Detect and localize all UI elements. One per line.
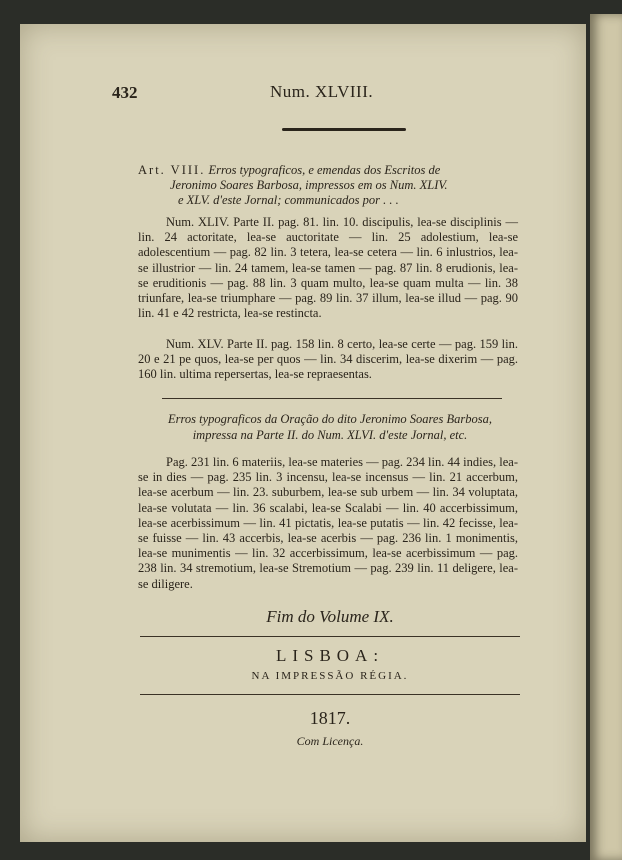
errata-paragraph-xlv [138,337,518,383]
adjacent-page-edge [590,14,622,860]
imprint-press: NA IMPRESSÃO RÉGIA. [251,670,409,682]
imprint-rule-bottom [140,694,520,695]
errata-text-xlv: Num. XLV. Parte II. pag. 158 lin. 8 certo, lea-se certe — pag. 159 lin. 20 e 21 pe quos, lea-se per quos — lin. 34 discerim, lea-se dixerim — pag. 160 lin. ultima repersertas, lea-se repraesentas. [138,337,518,382]
imprint-license: Com Licença. [296,734,364,748]
article-title-line-3: e XLV. d'este Jornal; communicados por . . . [178,193,399,208]
imprint-city: LISBOA: [275,646,385,665]
errata-text-xliv: Num. XLIV. Parte II. pag. 81. lin. 10. discipulis, lea-se disciplinis — lin. 24 actoritate, lea-se auctoritate — lin. 25 adolestium, lea-se adolescentium — pag. 82 lin. 3 tetera, lea-se cetera — lin. 6 inlustrios, lea-se illustrior — lin. 24 tamem, lea-se tamen — pag. 87 lin. 8 erudionis, lea-se eruditionis — pag. 88 lin. 3 quam multo, lea-se quam multa — lin. 38 triunfare, lea-se triumphare — pag. 89 lin. 37 illum, lea-se illud — pag. 90 lin. 41 e 42 restricta, lea-se restincta. [138,215,518,321]
end-of-volume: Fim do Volume IX. [266,607,394,626]
errata-text-oration: Pag. 231 lin. 6 materiis, lea-se materies — pag. 234 lin. 44 indies, lea-se in dies — pag. 235 lin. 3 incensu, lea-se incensus — lin. 21 accerbum, lea-se acerbum — lin. 23. suburbem, lea-se sub urbem — lin. 34 voluptata, lea-se volutata — lin. 36 scalabi, lea-se Scalabi — lin. 40 accerbissimum, lea-se acerbissimum — lin. 41 pictatis, lea-se putatis — lin. 42 fecisse, lea-se fuisse — lin. 43 accerbis, lea-se acerbis — pag. 236 lin. 1 monimentis, lea-se munimentis — lin. 32 accerbissimum, lea-se acerbissimum — pag. 238 lin. 34 stremotium, lea-se Stremotium — pag. 239 lin. 11 deligere, lea-se diligere. [138,455,518,591]
article-title-line-2: Jeronimo Soares Barbosa, impressos em os Num. XLIV. [170,178,448,193]
running-head: Num. XLVIII. [270,82,374,101]
oration-heading-line-1: Erros typograficos da Oração do dito Jeronimo Soares Barbosa, [168,412,492,426]
section-rule-1 [162,398,502,399]
article-title-line-1: Erros typograficos, e emendas dos Escritos de [208,163,441,177]
page-number: 432 [112,83,138,102]
errata-paragraph-xliv [138,215,518,321]
header-rule [282,128,406,131]
article-heading [138,163,518,209]
errata-paragraph-oration [138,455,518,592]
imprint-rule-top [140,636,520,637]
oration-heading-line-2: impressa na Parte II. do Num. XLVI. d'este Jornal, etc. [192,428,468,442]
article-label: Art. VIII. [138,163,206,177]
imprint-year: 1817. [309,708,351,728]
